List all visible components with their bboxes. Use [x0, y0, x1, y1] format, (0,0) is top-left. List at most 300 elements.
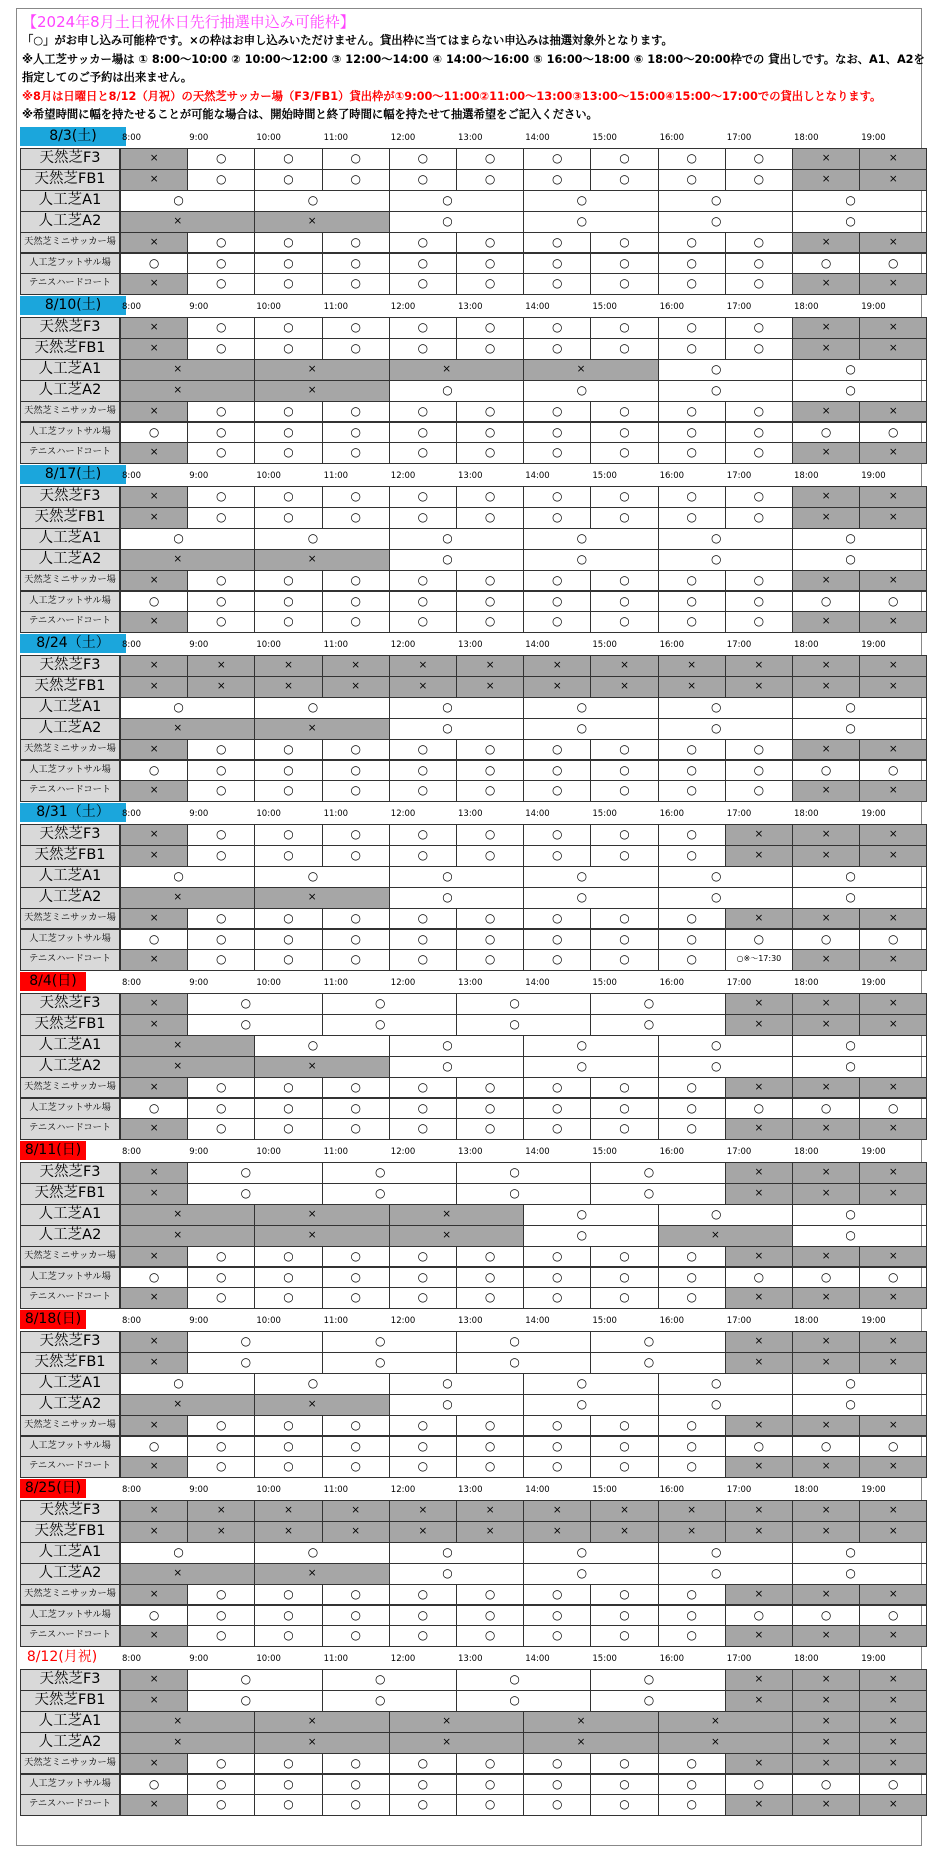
slot-available[interactable]: ○ — [322, 1014, 457, 1036]
slot-available[interactable]: ○ — [658, 697, 793, 719]
slot-available[interactable]: ○ — [792, 1605, 860, 1627]
slot-available[interactable]: ○ — [590, 1794, 658, 1816]
slot-available[interactable]: ○ — [523, 148, 591, 170]
slot-available[interactable]: ○ — [658, 422, 726, 444]
slot-available[interactable]: ○ — [322, 442, 390, 464]
slot-available[interactable]: ○ — [456, 1584, 524, 1606]
slot-available[interactable]: ○ — [725, 591, 793, 613]
slot-available[interactable]: ○ — [590, 739, 658, 761]
slot-available[interactable]: ○ — [187, 1162, 322, 1184]
slot-available[interactable]: ○ — [523, 866, 658, 888]
slot-available[interactable]: ○ — [456, 908, 524, 930]
slot-available[interactable]: ○ — [456, 1287, 524, 1309]
slot-available[interactable]: ○ — [725, 253, 793, 275]
slot-available[interactable]: ○ — [590, 1183, 725, 1205]
slot-available[interactable]: ○ — [389, 570, 457, 592]
slot-available[interactable]: ○ — [792, 422, 860, 444]
slot-available[interactable]: ○ — [590, 1162, 725, 1184]
slot-available[interactable]: ○ — [389, 190, 524, 212]
slot-available[interactable]: ○ — [456, 1014, 591, 1036]
slot-available[interactable]: ○ — [456, 1118, 524, 1140]
slot-available[interactable]: ○ — [658, 401, 726, 423]
slot-available[interactable]: ○ — [658, 338, 726, 360]
slot-available[interactable]: ○ — [187, 1605, 255, 1627]
slot-available[interactable]: ○ — [456, 169, 524, 191]
slot-available[interactable]: ○ — [187, 908, 255, 930]
slot-available[interactable]: ○ — [792, 1056, 927, 1078]
slot-available[interactable]: ○ — [523, 442, 591, 464]
slot-available[interactable]: ○ — [725, 1267, 793, 1289]
slot-available[interactable]: ○ — [590, 442, 658, 464]
slot-available[interactable]: ○ — [254, 1415, 322, 1437]
slot-available[interactable]: ○ — [322, 1584, 390, 1606]
slot-available[interactable]: ○ — [792, 359, 927, 381]
slot-available[interactable]: ○ — [859, 422, 927, 444]
slot-available[interactable]: ○ — [658, 1456, 726, 1478]
slot-available[interactable]: ○ — [187, 1415, 255, 1437]
slot-available[interactable]: ○ — [187, 1098, 255, 1120]
slot-available[interactable]: ○ — [658, 1605, 726, 1627]
slot-available[interactable]: ○ — [389, 1246, 457, 1268]
slot-available[interactable]: ○ — [658, 1246, 726, 1268]
slot-available[interactable]: ○ — [322, 169, 390, 191]
slot-available[interactable]: ○ — [523, 1456, 591, 1478]
slot-available[interactable]: ○ — [658, 866, 793, 888]
slot-available[interactable]: ○ — [792, 528, 927, 550]
slot-available[interactable]: ○ — [322, 1246, 390, 1268]
slot-available[interactable]: ○ — [590, 232, 658, 254]
slot-available[interactable]: ○ — [456, 591, 524, 613]
slot-available[interactable]: ○ — [456, 929, 524, 951]
slot-available[interactable]: ○ — [389, 1098, 457, 1120]
slot-available[interactable]: ○ — [187, 739, 255, 761]
slot-available[interactable]: ○ — [389, 380, 524, 402]
slot-available[interactable]: ○ — [658, 908, 726, 930]
slot-available[interactable]: ○ — [590, 169, 658, 191]
slot-available[interactable]: ○※～17:30 — [725, 949, 793, 971]
slot-available[interactable]: ○ — [187, 949, 255, 971]
slot-available[interactable]: ○ — [658, 1563, 793, 1585]
slot-available[interactable]: ○ — [590, 422, 658, 444]
slot-available[interactable]: ○ — [590, 1014, 725, 1036]
slot-available[interactable]: ○ — [658, 1267, 726, 1289]
slot-available[interactable]: ○ — [389, 1056, 524, 1078]
slot-available[interactable]: ○ — [254, 570, 322, 592]
slot-available[interactable]: ○ — [590, 1098, 658, 1120]
slot-available[interactable]: ○ — [254, 1098, 322, 1120]
slot-available[interactable]: ○ — [658, 190, 793, 212]
slot-available[interactable]: ○ — [389, 338, 457, 360]
slot-available[interactable]: ○ — [254, 1753, 322, 1775]
slot-available[interactable]: ○ — [187, 486, 255, 508]
slot-available[interactable]: ○ — [389, 1542, 524, 1564]
slot-available[interactable]: ○ — [322, 908, 390, 930]
slot-available[interactable]: ○ — [187, 1118, 255, 1140]
slot-available[interactable]: ○ — [254, 845, 322, 867]
slot-available[interactable]: ○ — [658, 1774, 726, 1796]
slot-available[interactable]: ○ — [322, 232, 390, 254]
slot-available[interactable]: ○ — [322, 1605, 390, 1627]
slot-available[interactable]: ○ — [658, 253, 726, 275]
slot-available[interactable]: ○ — [389, 1625, 457, 1647]
slot-available[interactable]: ○ — [389, 1373, 524, 1395]
slot-available[interactable]: ○ — [725, 1774, 793, 1796]
slot-available[interactable]: ○ — [523, 232, 591, 254]
slot-available[interactable]: ○ — [859, 760, 927, 782]
slot-available[interactable]: ○ — [187, 273, 255, 295]
slot-available[interactable]: ○ — [322, 760, 390, 782]
slot-available[interactable]: ○ — [389, 148, 457, 170]
slot-available[interactable]: ○ — [792, 190, 927, 212]
slot-available[interactable]: ○ — [658, 1056, 793, 1078]
slot-available[interactable]: ○ — [187, 507, 255, 529]
slot-available[interactable]: ○ — [658, 824, 726, 846]
slot-available[interactable]: ○ — [322, 824, 390, 846]
slot-available[interactable]: ○ — [658, 739, 726, 761]
slot-available[interactable]: ○ — [322, 611, 390, 633]
slot-available[interactable]: ○ — [456, 507, 524, 529]
slot-available[interactable]: ○ — [792, 697, 927, 719]
slot-available[interactable]: ○ — [590, 486, 658, 508]
slot-available[interactable]: ○ — [322, 929, 390, 951]
slot-available[interactable]: ○ — [456, 570, 524, 592]
slot-available[interactable]: ○ — [187, 401, 255, 423]
slot-available[interactable]: ○ — [322, 422, 390, 444]
slot-available[interactable]: ○ — [389, 1394, 524, 1416]
slot-available[interactable]: ○ — [187, 253, 255, 275]
slot-available[interactable]: ○ — [792, 1204, 927, 1226]
slot-available[interactable]: ○ — [389, 866, 524, 888]
slot-available[interactable]: ○ — [389, 1118, 457, 1140]
slot-available[interactable]: ○ — [389, 845, 457, 867]
slot-available[interactable]: ○ — [658, 591, 726, 613]
slot-available[interactable]: ○ — [523, 338, 591, 360]
slot-available[interactable]: ○ — [456, 760, 524, 782]
slot-available[interactable]: ○ — [456, 422, 524, 444]
slot-available[interactable]: ○ — [859, 1605, 927, 1627]
slot-available[interactable]: ○ — [456, 1331, 591, 1353]
slot-available[interactable]: ○ — [187, 317, 255, 339]
slot-available[interactable]: ○ — [389, 697, 524, 719]
slot-available[interactable]: ○ — [590, 845, 658, 867]
slot-available[interactable]: ○ — [322, 1669, 457, 1691]
slot-available[interactable]: ○ — [120, 190, 255, 212]
slot-available[interactable]: ○ — [254, 273, 322, 295]
slot-available[interactable]: ○ — [523, 380, 658, 402]
slot-available[interactable]: ○ — [590, 929, 658, 951]
slot-available[interactable]: ○ — [389, 1415, 457, 1437]
slot-available[interactable]: ○ — [658, 1542, 793, 1564]
slot-available[interactable]: ○ — [523, 1625, 591, 1647]
slot-available[interactable]: ○ — [322, 1077, 390, 1099]
slot-available[interactable]: ○ — [523, 1246, 591, 1268]
slot-available[interactable]: ○ — [322, 949, 390, 971]
slot-available[interactable]: ○ — [523, 507, 591, 529]
slot-available[interactable]: ○ — [456, 1605, 524, 1627]
slot-available[interactable]: ○ — [187, 1331, 322, 1353]
slot-available[interactable]: ○ — [389, 1267, 457, 1289]
slot-available[interactable]: ○ — [389, 486, 457, 508]
slot-available[interactable]: ○ — [322, 253, 390, 275]
slot-available[interactable]: ○ — [658, 1118, 726, 1140]
slot-available[interactable]: ○ — [456, 780, 524, 802]
slot-available[interactable]: ○ — [658, 1373, 793, 1395]
slot-available[interactable]: ○ — [456, 1352, 591, 1374]
slot-available[interactable]: ○ — [389, 1035, 524, 1057]
slot-available[interactable]: ○ — [523, 1056, 658, 1078]
slot-available[interactable]: ○ — [523, 1415, 591, 1437]
slot-available[interactable]: ○ — [120, 1373, 255, 1395]
slot-available[interactable]: ○ — [254, 422, 322, 444]
slot-available[interactable]: ○ — [658, 1287, 726, 1309]
slot-available[interactable]: ○ — [389, 211, 524, 233]
slot-available[interactable]: ○ — [389, 591, 457, 613]
slot-available[interactable]: ○ — [658, 1394, 793, 1416]
slot-available[interactable]: ○ — [322, 1287, 390, 1309]
slot-available[interactable]: ○ — [523, 570, 591, 592]
slot-available[interactable]: ○ — [523, 1753, 591, 1775]
slot-available[interactable]: ○ — [590, 760, 658, 782]
slot-available[interactable]: ○ — [254, 1584, 322, 1606]
slot-available[interactable]: ○ — [456, 824, 524, 846]
slot-available[interactable]: ○ — [389, 1563, 524, 1585]
slot-available[interactable]: ○ — [389, 232, 457, 254]
slot-available[interactable]: ○ — [523, 1267, 591, 1289]
slot-available[interactable]: ○ — [389, 780, 457, 802]
slot-available[interactable]: ○ — [254, 780, 322, 802]
slot-available[interactable]: ○ — [187, 338, 255, 360]
slot-available[interactable]: ○ — [658, 760, 726, 782]
slot-available[interactable]: ○ — [389, 949, 457, 971]
slot-available[interactable]: ○ — [590, 401, 658, 423]
slot-available[interactable]: ○ — [254, 1542, 389, 1564]
slot-available[interactable]: ○ — [590, 1625, 658, 1647]
slot-available[interactable]: ○ — [725, 570, 793, 592]
slot-available[interactable]: ○ — [725, 1436, 793, 1458]
slot-available[interactable]: ○ — [523, 739, 591, 761]
slot-available[interactable]: ○ — [523, 1542, 658, 1564]
slot-available[interactable]: ○ — [187, 824, 255, 846]
slot-available[interactable]: ○ — [187, 1584, 255, 1606]
slot-available[interactable]: ○ — [658, 1625, 726, 1647]
slot-available[interactable]: ○ — [254, 739, 322, 761]
slot-available[interactable]: ○ — [725, 486, 793, 508]
slot-available[interactable]: ○ — [187, 1753, 255, 1775]
slot-available[interactable]: ○ — [859, 1098, 927, 1120]
slot-available[interactable]: ○ — [792, 1267, 860, 1289]
slot-available[interactable]: ○ — [456, 486, 524, 508]
slot-available[interactable]: ○ — [456, 401, 524, 423]
slot-available[interactable]: ○ — [658, 887, 793, 909]
slot-available[interactable]: ○ — [389, 1287, 457, 1309]
slot-available[interactable]: ○ — [389, 442, 457, 464]
slot-available[interactable]: ○ — [658, 1436, 726, 1458]
slot-available[interactable]: ○ — [254, 1794, 322, 1816]
slot-available[interactable]: ○ — [254, 929, 322, 951]
slot-available[interactable]: ○ — [254, 190, 389, 212]
slot-available[interactable]: ○ — [590, 1331, 725, 1353]
slot-available[interactable]: ○ — [523, 718, 658, 740]
slot-available[interactable]: ○ — [523, 845, 591, 867]
slot-available[interactable]: ○ — [523, 611, 591, 633]
slot-available[interactable]: ○ — [523, 780, 591, 802]
slot-available[interactable]: ○ — [792, 718, 927, 740]
slot-available[interactable]: ○ — [254, 1605, 322, 1627]
slot-available[interactable]: ○ — [456, 1246, 524, 1268]
slot-available[interactable]: ○ — [456, 338, 524, 360]
slot-available[interactable]: ○ — [590, 1267, 658, 1289]
slot-available[interactable]: ○ — [590, 253, 658, 275]
slot-available[interactable]: ○ — [322, 1794, 390, 1816]
slot-available[interactable]: ○ — [725, 317, 793, 339]
slot-available[interactable]: ○ — [725, 739, 793, 761]
slot-available[interactable]: ○ — [187, 1352, 322, 1374]
slot-available[interactable]: ○ — [725, 611, 793, 633]
slot-available[interactable]: ○ — [120, 253, 188, 275]
slot-available[interactable]: ○ — [187, 611, 255, 633]
slot-available[interactable]: ○ — [590, 1415, 658, 1437]
slot-available[interactable]: ○ — [254, 1625, 322, 1647]
slot-available[interactable]: ○ — [725, 338, 793, 360]
slot-available[interactable]: ○ — [456, 1774, 524, 1796]
slot-available[interactable]: ○ — [658, 486, 726, 508]
slot-available[interactable]: ○ — [389, 1794, 457, 1816]
slot-available[interactable]: ○ — [389, 253, 457, 275]
slot-available[interactable]: ○ — [658, 845, 726, 867]
slot-available[interactable]: ○ — [590, 611, 658, 633]
slot-available[interactable]: ○ — [523, 486, 591, 508]
slot-available[interactable]: ○ — [322, 1753, 390, 1775]
slot-available[interactable]: ○ — [389, 1436, 457, 1458]
slot-available[interactable]: ○ — [792, 1225, 927, 1247]
slot-available[interactable]: ○ — [658, 718, 793, 740]
slot-available[interactable]: ○ — [792, 1098, 860, 1120]
slot-available[interactable]: ○ — [523, 169, 591, 191]
slot-available[interactable]: ○ — [456, 949, 524, 971]
slot-available[interactable]: ○ — [187, 1183, 322, 1205]
slot-available[interactable]: ○ — [523, 591, 591, 613]
slot-available[interactable]: ○ — [389, 507, 457, 529]
slot-available[interactable]: ○ — [322, 591, 390, 613]
slot-available[interactable]: ○ — [322, 993, 457, 1015]
slot-available[interactable]: ○ — [590, 1669, 725, 1691]
slot-available[interactable]: ○ — [120, 760, 188, 782]
slot-available[interactable]: ○ — [859, 1436, 927, 1458]
slot-available[interactable]: ○ — [792, 866, 927, 888]
slot-available[interactable]: ○ — [658, 1204, 793, 1226]
slot-available[interactable]: ○ — [658, 507, 726, 529]
slot-available[interactable]: ○ — [389, 169, 457, 191]
slot-available[interactable]: ○ — [523, 949, 591, 971]
slot-available[interactable]: ○ — [254, 507, 322, 529]
slot-available[interactable]: ○ — [859, 253, 927, 275]
slot-available[interactable]: ○ — [590, 1605, 658, 1627]
slot-available[interactable]: ○ — [187, 780, 255, 802]
slot-available[interactable]: ○ — [523, 1118, 591, 1140]
slot-available[interactable]: ○ — [456, 611, 524, 633]
slot-available[interactable]: ○ — [120, 866, 255, 888]
slot-available[interactable]: ○ — [187, 1456, 255, 1478]
slot-available[interactable]: ○ — [658, 528, 793, 550]
slot-available[interactable]: ○ — [187, 591, 255, 613]
slot-available[interactable]: ○ — [725, 169, 793, 191]
slot-available[interactable]: ○ — [590, 1774, 658, 1796]
slot-available[interactable]: ○ — [792, 591, 860, 613]
slot-available[interactable]: ○ — [322, 148, 390, 170]
slot-available[interactable]: ○ — [590, 1753, 658, 1775]
slot-available[interactable]: ○ — [658, 380, 793, 402]
slot-available[interactable]: ○ — [389, 1774, 457, 1796]
slot-available[interactable]: ○ — [859, 1267, 927, 1289]
slot-available[interactable]: ○ — [187, 1690, 322, 1712]
slot-available[interactable]: ○ — [658, 1794, 726, 1816]
slot-available[interactable]: ○ — [322, 1774, 390, 1796]
slot-available[interactable]: ○ — [725, 273, 793, 295]
slot-available[interactable]: ○ — [456, 1098, 524, 1120]
slot-available[interactable]: ○ — [658, 780, 726, 802]
slot-available[interactable]: ○ — [859, 591, 927, 613]
slot-available[interactable]: ○ — [254, 1118, 322, 1140]
slot-available[interactable]: ○ — [389, 317, 457, 339]
slot-available[interactable]: ○ — [322, 1456, 390, 1478]
slot-available[interactable]: ○ — [322, 1352, 457, 1374]
slot-available[interactable]: ○ — [658, 570, 726, 592]
slot-available[interactable]: ○ — [389, 1605, 457, 1627]
slot-available[interactable]: ○ — [187, 1246, 255, 1268]
slot-available[interactable]: ○ — [859, 929, 927, 951]
slot-available[interactable]: ○ — [523, 422, 591, 444]
slot-available[interactable]: ○ — [389, 760, 457, 782]
slot-available[interactable]: ○ — [658, 169, 726, 191]
slot-available[interactable]: ○ — [254, 232, 322, 254]
slot-available[interactable]: ○ — [456, 845, 524, 867]
slot-available[interactable]: ○ — [120, 1605, 188, 1627]
slot-available[interactable]: ○ — [456, 442, 524, 464]
slot-available[interactable]: ○ — [322, 1162, 457, 1184]
slot-available[interactable]: ○ — [658, 148, 726, 170]
slot-available[interactable]: ○ — [254, 1267, 322, 1289]
slot-available[interactable]: ○ — [254, 1287, 322, 1309]
slot-available[interactable]: ○ — [523, 1204, 658, 1226]
slot-available[interactable]: ○ — [254, 949, 322, 971]
slot-available[interactable]: ○ — [792, 887, 927, 909]
slot-available[interactable]: ○ — [254, 1077, 322, 1099]
slot-available[interactable]: ○ — [523, 549, 658, 571]
slot-available[interactable]: ○ — [523, 760, 591, 782]
slot-available[interactable]: ○ — [389, 1456, 457, 1478]
slot-available[interactable]: ○ — [456, 1267, 524, 1289]
slot-available[interactable]: ○ — [590, 1436, 658, 1458]
slot-available[interactable]: ○ — [792, 1563, 927, 1585]
slot-available[interactable]: ○ — [523, 1077, 591, 1099]
slot-available[interactable]: ○ — [456, 1415, 524, 1437]
slot-available[interactable]: ○ — [456, 148, 524, 170]
slot-available[interactable]: ○ — [322, 1098, 390, 1120]
slot-available[interactable]: ○ — [254, 824, 322, 846]
slot-available[interactable]: ○ — [523, 1774, 591, 1796]
slot-available[interactable]: ○ — [456, 317, 524, 339]
slot-available[interactable]: ○ — [523, 401, 591, 423]
slot-available[interactable]: ○ — [725, 442, 793, 464]
slot-available[interactable]: ○ — [254, 1373, 389, 1395]
slot-available[interactable]: ○ — [389, 824, 457, 846]
slot-available[interactable]: ○ — [859, 1774, 927, 1796]
slot-available[interactable]: ○ — [523, 1584, 591, 1606]
slot-available[interactable]: ○ — [187, 570, 255, 592]
slot-available[interactable]: ○ — [590, 338, 658, 360]
slot-available[interactable]: ○ — [322, 317, 390, 339]
slot-available[interactable]: ○ — [523, 1563, 658, 1585]
